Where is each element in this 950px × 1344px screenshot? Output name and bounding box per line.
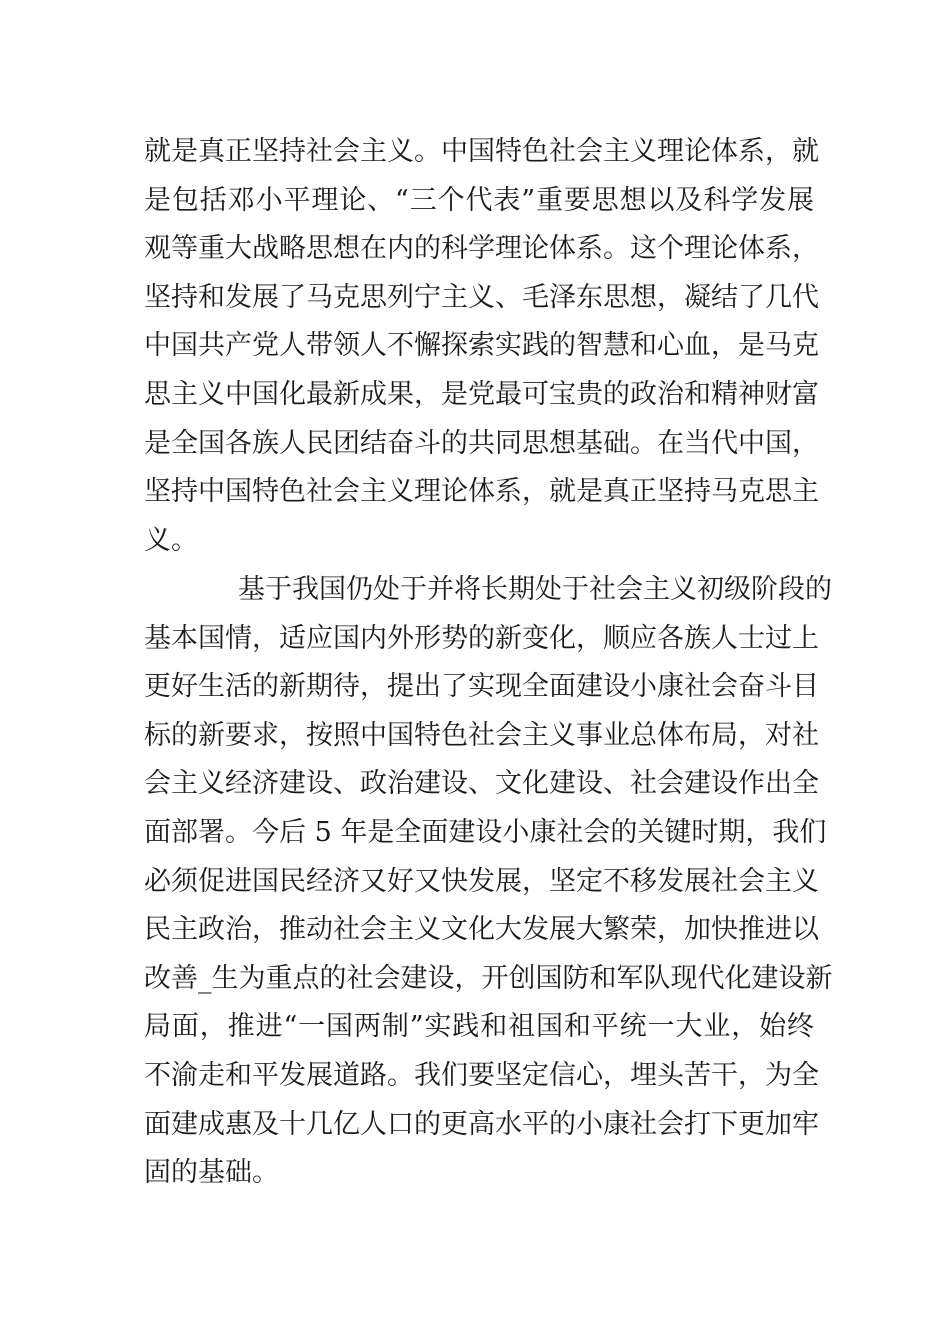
paragraph-2-line: 固的基础。 xyxy=(144,1157,279,1189)
paragraph-1-line: 义。 xyxy=(144,524,198,556)
paragraph-2-line: 不渝走和平发展道路。我们要坚定信心，埋头苦干，为全 xyxy=(144,1059,819,1091)
paragraph-2-line: 必须促进国民经济又好又快发展，坚定不移发展社会主义 xyxy=(144,865,819,897)
paragraph-1 xyxy=(144,128,819,565)
paragraph-2-line: 标的新要求，按照中国特色社会主义事业总体布局，对社 xyxy=(144,719,819,751)
paragraph-2-line: 局面，推进“一国两制”实践和祖国和平统一大业，始终 xyxy=(144,1011,814,1043)
paragraph-2-line: 面建成惠及十几亿人口的更高水平的小康社会打下更加牢 xyxy=(144,1108,819,1140)
paragraph-2-first-line: 基于我国仍处于并将长期处于社会主义初级阶段的 xyxy=(238,574,832,605)
paragraph-1-line: 是全国各族人民团结奋斗的共同思想基础。在当代中国， xyxy=(144,427,819,459)
paragraph-2-line: 会主义经济建设、政治建设、文化建设、社会建设作出全 xyxy=(144,768,819,800)
paragraph-2-line: 面部署。今后 5 年是全面建设小康社会的关键时期，我们 xyxy=(144,816,827,848)
paragraph-1-line: 是包括邓小平理论、“三个代表”重要思想以及科学发展 xyxy=(144,184,814,216)
paragraph-1-line: 观等重大战略思想在内的科学理论体系。这个理论体系， xyxy=(144,233,819,265)
paragraph-2-line: 基本国情，适应国内外形势的新变化，顺应各族人士过上 xyxy=(144,622,819,654)
paragraph-1-line: 坚持中国特色社会主义理论体系，就是真正坚持马克思主 xyxy=(144,476,819,508)
paragraph-2-line: 改善_生为重点的社会建设，开创国防和军队现代化建设新 xyxy=(144,962,833,994)
paragraph-2-line: 更好生活的新期待，提出了实现全面建设小康社会奋斗目 xyxy=(144,671,819,703)
paragraph-1-line: 思主义中国化最新成果，是党最可宝贵的政治和精神财富 xyxy=(144,378,819,410)
paragraph-1-line: 就是真正坚持社会主义。中国特色社会主义理论体系，就 xyxy=(144,136,819,167)
paragraph-1-line: 坚持和发展了马克思列宁主义、毛泽东思想，凝结了几代 xyxy=(144,281,819,313)
paragraph-2-line: 民主政治，推动社会主义文化大发展大繁荣，加快推进以 xyxy=(144,914,819,946)
paragraph-2 xyxy=(144,566,833,1198)
paragraph-1-line: 中国共产党人带领人不懈探索实践的智慧和心血，是马克 xyxy=(144,330,819,362)
